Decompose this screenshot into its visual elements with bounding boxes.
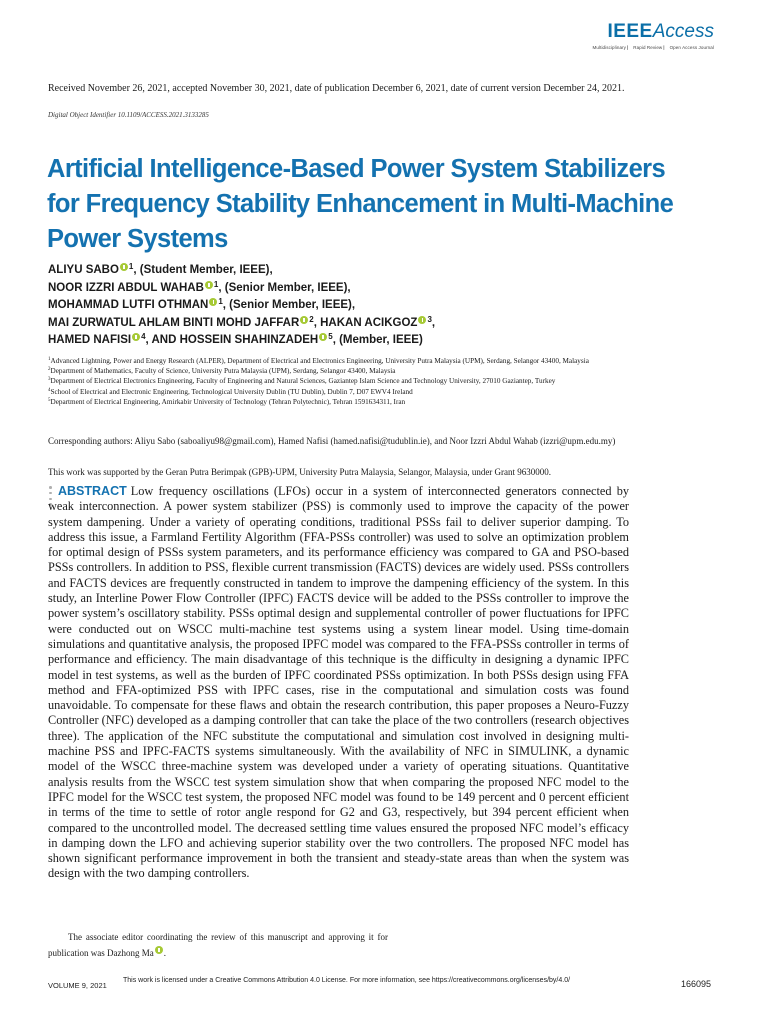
journal-brand-italic: Access [652,21,714,42]
author-role: , AND HOSSEIN SHAHINZADEH [145,334,319,346]
author-name[interactable]: ALIYU SABO [48,264,119,276]
affiliation-ref: 1 [218,297,223,306]
affiliation-number: 5 [48,397,51,403]
affiliation-ref: 1 [128,262,134,271]
affiliation-item [48,366,678,376]
orcid-icon[interactable] [132,333,140,341]
orcid-icon[interactable] [319,333,327,341]
affiliation-text: Advanced Lightning, Power and Energy Research (ALPER), Department of Electrical and Electronics Engineering, University Putra Malaysia (UPM), Serdang, Selangor 43400, Malaysia [50,357,589,365]
author-line [48,315,728,333]
author-name[interactable]: NOOR IZZRI ABDUL WAHAB [48,281,204,294]
affiliation-list [48,356,678,407]
author-role: , HAKAN ACIKGOZ [313,316,418,329]
abstract-heading: ABSTRACT [58,484,127,498]
abstract-paragraph [48,484,629,882]
affiliation-ref: 3 [427,314,432,324]
author-name[interactable]: MOHAMMAD LUTFI OTHMAN [48,299,209,311]
affiliation-text: Department of Mathematics, Faculty of Science, University Putra Malaysia (UPM), Serdang, Selangor 43400, Malaysia [50,367,396,376]
affiliation-ref: 2 [309,314,314,324]
author-role: , (Senior Member, IEEE), [222,299,356,311]
affiliation-item [48,397,678,407]
affiliation-ref: 1 [213,279,219,289]
footer-license[interactable]: This work is licensed under a Creative Commons Attribution 4.0 License. For more information, see https://creativecommons.org/licenses/by/4.0/ [123,977,571,984]
affiliation-number: 3 [48,377,51,383]
affiliation-number: 1 [48,357,51,362]
author-line [48,332,728,350]
orcid-icon[interactable] [300,316,308,324]
affiliation-ref: 4 [141,332,146,341]
affiliation-text: School of Electrical and Electronic Engineering, Technological University Dublin (TU Dublin), Dublin 7, D07 EWV4 Ireland [50,387,413,396]
author-name[interactable]: HAMED NAFISI [48,334,132,346]
affiliation-number: 4 [48,387,51,393]
author-line [48,280,728,298]
affiliation-item [48,376,678,386]
abstract-text: Low frequency oscillations (LFOs) occur in a system of interconnected generators connected by weak interconnection. A power system stabilizer (PSS) is commonly used to improve the capacity of the power system dampening. Under a variety of operating conditions, traditional PSSs fail to deliver superior damping. To address this issue, a Farmland Fertility Algorithm (FFA-PSSs controller) was used to solve an optimization problem for optimal design of PSSs system parameters, and its performance efficiency was compared to GA and PSO-based PSSs controllers. In addition to PSS, flexible current transmission (FACTS) devices are widely used. PSSs controllers and FACTS devices are frequently constructed in tandem to improve the dampening efficiency of the system. In this study, an Interline Power Flow Controller (IPFC) FACTS device will be added to the PSSs controller to improve the power system’s oscillatory stability. PSSs optimal design and supplemental controller of power fluctuations for IPFC were conducted out on WSCC multi-machine test systems using a system linear model. Using time-domain simulations and quantitative analysis, the proposed IPFC model was compared to the FFA-PSSs controller in terms of performance and efficiency. The main disadvantage of this technique is the difficulty in designing a dynamic IPFC model in test systems, as well as the burden of IPFC coordinated PSSs optimization. In both PSSs design using FFA method and FFA-optimized PSS with IPFC cases, rise in the computational and simulation costs was found unavoidable. To compensate for these flaws and obtain the research contribution, this paper proposes a Neuro-Fuzzy Controller (NFC) developed as a damping controller that can take the place of the two controllers (research objectives three). The application of the NFC substitute the computational and simulation cost involved in designing multi-machine PSS and IPFC-FACTS systems simultaneously. With the availability of NFC in SIMULINK, a dynamic model of the WSCC three-machine system was developed under a variety of operating situations. Quantitative analysis results from the WSCC test system simulation show that when comparing the proposed NFC model to the IPFC model for the WSCC test system, the proposed NFC model was found to be 149 percent and 0 percent efficient in terms of the time to settle of rotor angle respond for G2 and G3, respectively, but 394 percent efficient when compared to the uncontrolled model. The decreased settling time values ensured the proposed NFC model’s efficacy in damping down the LFO and achieving superior stability over the two controllers. The proposed NFC model has shown significant performance improvement in both the transient and steady-state areas than when the system was design with the two damping controllers. [48,484,629,881]
journal-logo [593,22,714,50]
orcid-icon[interactable] [120,263,128,271]
footer-volume: VOLUME 9, 2021 [48,981,107,990]
affiliation-number: 2 [48,367,51,373]
editor-note-text: The associate editor coordinating the review of this manuscript and approving it for publication was Dazhong Ma [48,932,388,958]
journal-tagline: Multidisciplinary ⎸ Rapid Review ⎸ Open Access Journal [592,45,714,50]
author-list [48,262,728,350]
author-role-tail: , [431,316,436,329]
author-name[interactable]: MAI ZURWATUL AHLAM BINTI MOHD JAFFAR [48,316,300,329]
affiliation-text: Department of Electrical Electronics Engineering, Faculty of Engineering and Natural Sciences, Gaziantep Islam Science and Technology University, 27010 Gaziantep, Turkey [50,377,556,386]
received-dates: Received November 26, 2021, accepted November 30, 2021, date of publication December 6, 2021, date of current version December 24, 2021. [48,83,625,94]
orcid-icon[interactable] [155,946,163,954]
orcid-icon[interactable] [209,298,217,306]
orcid-icon[interactable] [205,281,213,289]
author-role: , (Senior Member, IEEE), [218,281,351,294]
affiliation-ref: 5 [328,332,333,341]
affiliation-item [48,356,678,366]
affiliation-text: Department of Electrical Engineering, Amirkabir University of Technology (Tehran Polytechnic), Tehran 1591634311, Iran [50,397,406,406]
orcid-icon[interactable] [418,316,426,324]
doi-identifier[interactable]: Digital Object Identifier 10.1109/ACCESS.2021.3133285 [48,111,209,119]
affiliation-item [48,387,678,397]
author-line [48,262,728,280]
footer-page-number: 166095 [680,979,711,989]
author-role: , (Student Member, IEEE), [133,264,273,276]
author-role-tail: , (Member, IEEE) [332,334,423,346]
funding-statement: This work was supported by the Geran Putra Berimpak (GPB)-UPM, University Putra Malaysia, Selangor, Malaysia, under Grant 9630000. [48,467,552,477]
corresponding-authors: Corresponding authors: Aliyu Sabo (saboaliyu98@gmail.com), Hamed Nafisi (hamed.nafisi@tudublin.ie), and Noor Izzri Abdul Wahab (izzri@upm.edu.my) [48,436,616,446]
author-line [48,297,728,315]
editor-note: The associate editor coordinating the review of this manuscript and approving it for publication was Dazhong Ma . [48,932,388,958]
paper-title: Artificial Intelligence-Based Power System Stabilizers for Frequency Stability Enhancement in Multi-Machine Power Systems [47,155,674,253]
journal-brand-bold: IEEE [607,21,653,42]
